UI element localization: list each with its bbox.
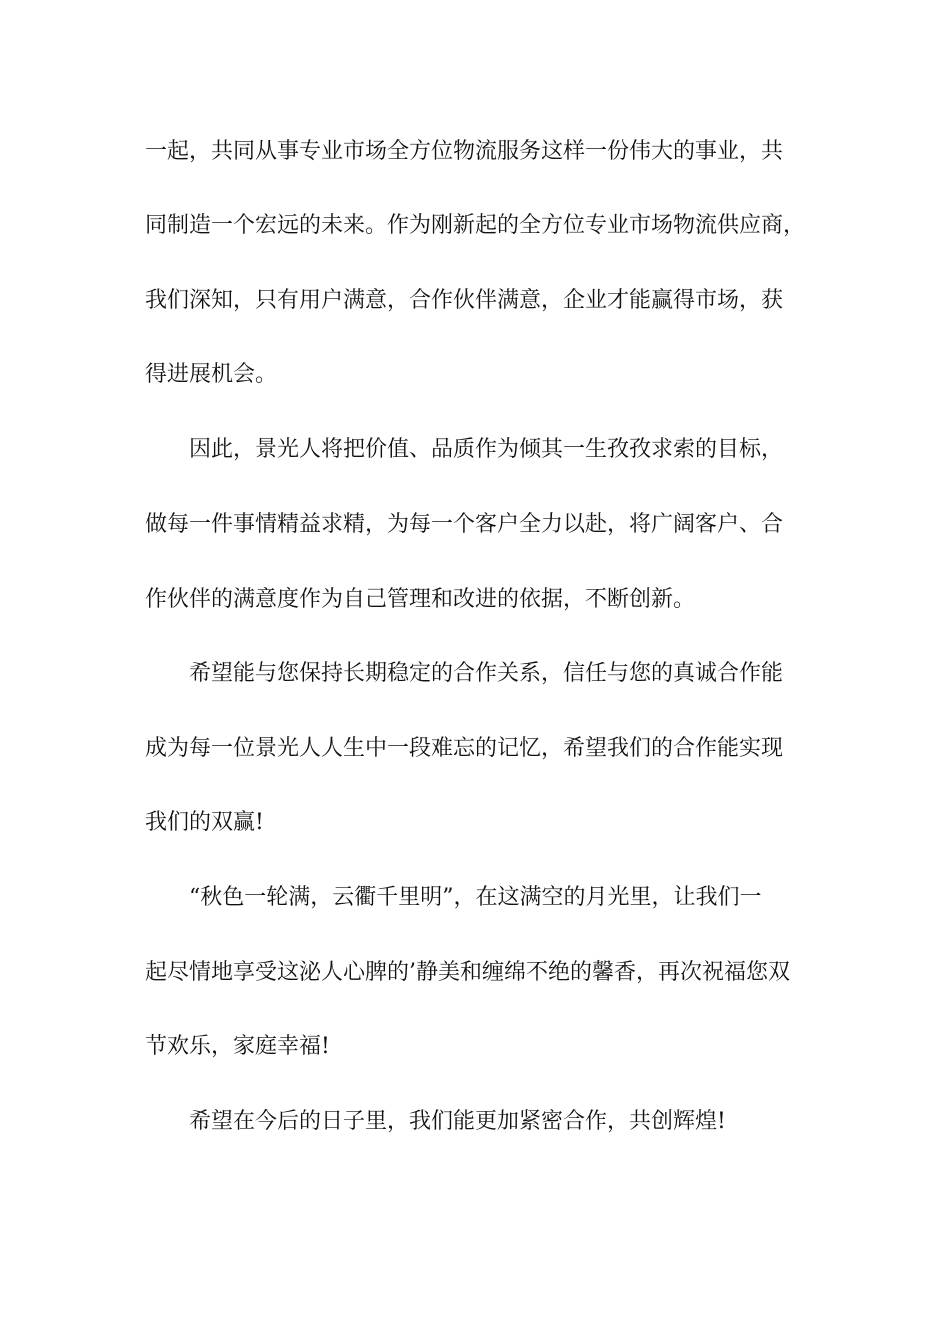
text-line: 同制造一个宏远的未来。作为刚新起的全方位专业市场物流供应商， xyxy=(145,213,806,238)
text-line: 一起，共同从事专业市场全方位物流服务这样一份伟大的事业，共 xyxy=(145,139,784,164)
paragraph-start-line: 希望在今后的日子里，我们能更加紧密合作，共创辉煌! xyxy=(189,1109,726,1134)
text-line: 我们深知，只有用户满意，合作伙伴满意，企业才能赢得市场，获 xyxy=(145,288,784,313)
paragraph-start-line: 因此，景光人将把价值、品质作为倾其一生孜孜求索的目标， xyxy=(189,437,784,462)
text-line: 成为每一位景光人人生中一段难忘的记忆，希望我们的合作能实现 xyxy=(145,736,784,761)
paragraph-start-line: “秋色一轮满，云衢千里明”，在这满空的月光里，让我们一 xyxy=(189,885,762,910)
text-line: 做每一件事情精益求精，为每一个客户全力以赴，将广阔客户、合 xyxy=(145,512,784,537)
text-line: 我们的双赢! xyxy=(145,810,264,835)
text-line: 节欢乐，家庭幸福! xyxy=(145,1034,330,1059)
paragraph-start-line: 希望能与您保持长期稳定的合作关系，信任与您的真诚合作能 xyxy=(189,661,784,686)
text-line: 作伙伴的满意度作为自己管理和改进的依据，不断创新。 xyxy=(145,587,696,612)
text-line: 得进展机会。 xyxy=(145,362,278,387)
text-line: 起尽情地享受这泌人心脾的’静美和缠绵不绝的馨香，再次祝福您双 xyxy=(145,960,790,985)
